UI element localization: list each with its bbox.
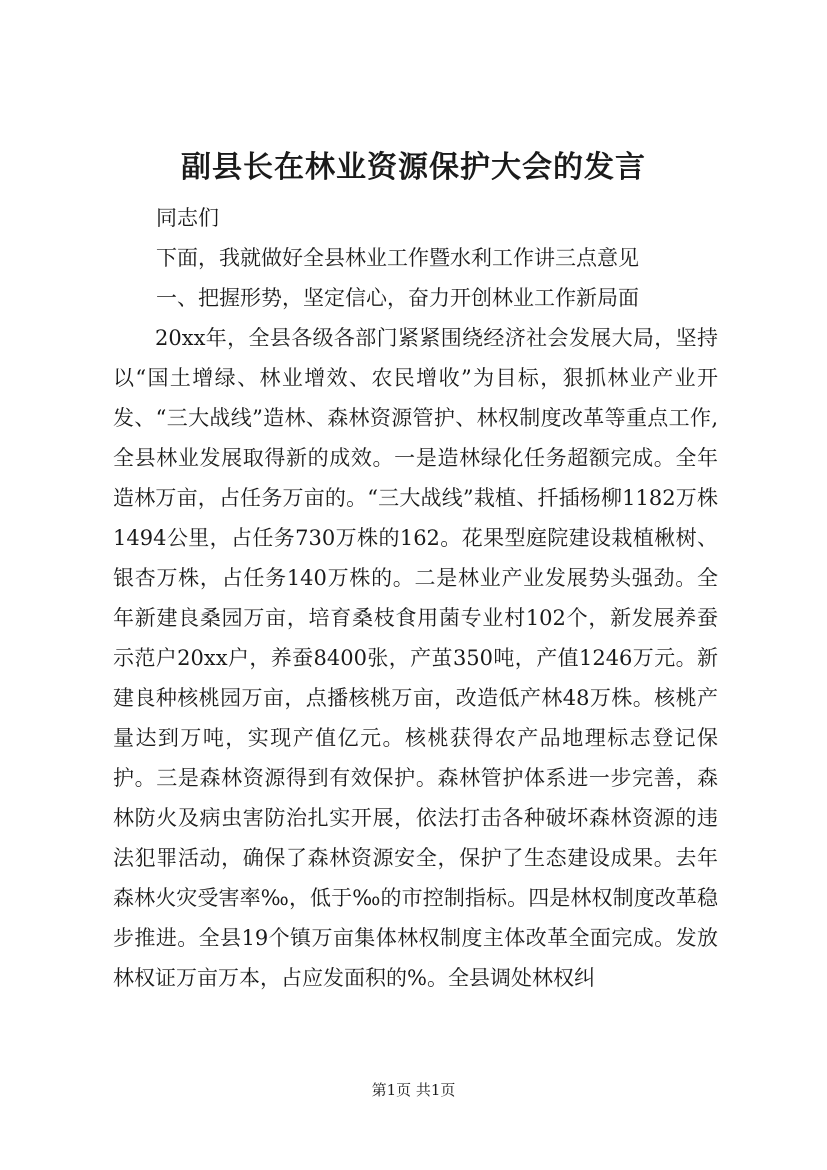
page-footer: 第1页 共1页 [371,1081,456,1099]
document-title: 副县长在林业资源保护大会的发言 [181,150,646,185]
body-paragraph: 20xx年，全县各级各部门紧紧围绕经济社会发展大局，坚持以“国土增绿、林业增效、农民增收”为目标，狠抓林业产业开发、“三大战线”造林、森林资源管护、林权制度改革等重点工作,全县林业发展取得新的成效。一是造林绿化任务超额完成。全年造林万亩，占任务万亩的。“三大战线”栽植、扦插杨柳1182万株1494公里，占任务730万株的162。花果型庭院建设栽植楸树、银杏万株，占任务140万株的。二是林业产业发展势头强劲。全年新建良桑园万亩，培育桑枝食用菌专业村102个，新发展养蚕示范户20xx户，养蚕8400张，产茧350吨，产值1246万元。新建良种核桃园万亩，点播核桃万亩，改造低产林48万株。核桃产量达到万吨，实现产值亿元。核桃获得农产品地理标志登记保护。三是森林资源得到有效保护。森林管护体系进一步完善，森林防火及病虫害防治扎实开展，依法打击各种破坏森林资源的违法犯罪活动，确保了森林资源安全，保护了生态建设成果。去年森林火灾受害率‰，低于‰的市控制指标。四是林权制度改革稳步推进。全县19个镇万亩集体林权制度主体改革全面完成。发放林权证万亩万本，占应发面积的%。全县调处林权纠 [113,326,718,990]
salutation: 同志们 [156,206,219,230]
intro-paragraph: 下面，我就做好全县林业工作暨水利工作讲三点意见 [156,246,639,270]
section-heading: 一、把握形势，坚定信心，奋力开创林业工作新局面 [156,286,639,310]
